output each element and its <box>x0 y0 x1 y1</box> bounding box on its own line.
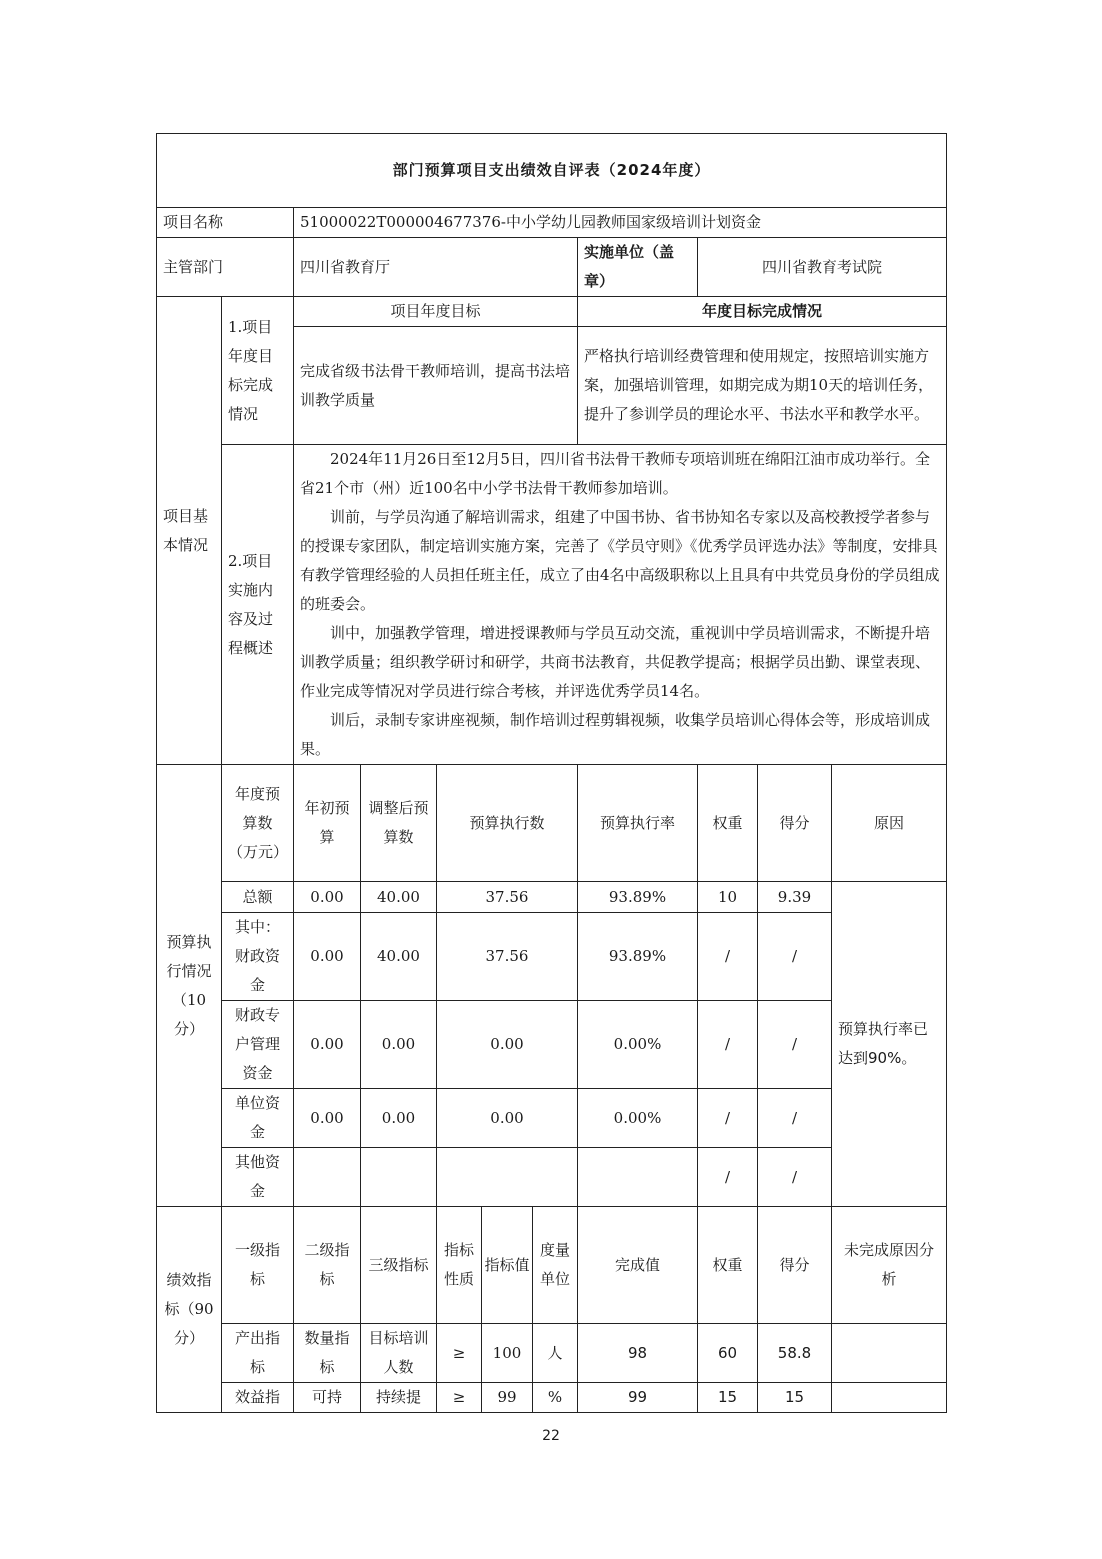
indicator-score: 15 <box>758 1383 832 1413</box>
budget-executed: 0.00 <box>437 1089 578 1148</box>
performance-row <box>157 1383 947 1413</box>
budget-adjusted: 0.00 <box>361 1001 437 1089</box>
indicator-level2: 可持 <box>294 1383 361 1413</box>
performance-header: 三级指标 <box>361 1207 437 1324</box>
budget-row <box>157 913 947 1001</box>
completion-header: 年度目标完成情况 <box>578 297 947 327</box>
budget-row <box>157 882 947 913</box>
budget-weight: / <box>698 1089 758 1148</box>
performance-header: 度量单位 <box>533 1207 578 1324</box>
budget-header: 调整后预算数 <box>361 765 437 882</box>
budget-row-label: 总额 <box>222 882 294 913</box>
budget-initial: 0.00 <box>294 913 361 1001</box>
performance-row <box>157 1324 947 1383</box>
completion-text: 严格执行培训经费管理和使用规定，按照培训实施方案，加强培训管理，如期完成为期10天的培训任务，提升了参训学员的理论水平、书法水平和教学水平。 <box>578 327 947 445</box>
indicator-nature: ≥ <box>437 1324 482 1383</box>
budget-row-label: 财政专户管理资金 <box>222 1001 294 1089</box>
budget-weight: 10 <box>698 882 758 913</box>
indicator-actual: 98 <box>578 1324 698 1383</box>
budget-section-label: 预算执行情况（10分） <box>157 765 222 1207</box>
budget-score: / <box>758 1089 832 1148</box>
budget-rate: 0.00% <box>578 1089 698 1148</box>
performance-header: 一级指标 <box>222 1207 294 1324</box>
budget-rate: 93.89% <box>578 913 698 1001</box>
budget-header: 年度预算数（万元） <box>222 765 294 882</box>
performance-evaluation-table <box>156 133 947 1413</box>
budget-header: 权重 <box>698 765 758 882</box>
budget-weight: / <box>698 1001 758 1089</box>
basic-section-label: 项目基本情况 <box>157 297 222 765</box>
performance-header: 指标值 <box>482 1207 533 1324</box>
impl-unit-label: 实施单位（盖章） <box>578 238 698 297</box>
performance-header: 未完成原因分析 <box>832 1207 947 1324</box>
indicator-target: 100 <box>482 1324 533 1383</box>
project-name-value: 51000022T000004677376-中小学幼儿园教师国家级培训计划资金 <box>294 208 947 238</box>
indicator-level1: 效益指 <box>222 1383 294 1413</box>
impl-unit-value: 四川省教育考试院 <box>698 238 947 297</box>
indicator-weight: 15 <box>698 1383 758 1413</box>
project-name-label: 项目名称 <box>157 208 294 238</box>
budget-score: / <box>758 1001 832 1089</box>
goal-text: 完成省级书法骨干教师培训，提高书法培训教学质量 <box>294 327 578 445</box>
page-number: 22 <box>542 1428 560 1444</box>
indicator-reason <box>832 1383 947 1413</box>
goal-header: 项目年度目标 <box>294 297 578 327</box>
budget-adjusted: 0.00 <box>361 1089 437 1148</box>
indicator-level2: 数量指标 <box>294 1324 361 1383</box>
budget-adjusted <box>361 1148 437 1207</box>
process-paragraph: 训前，与学员沟通了解培训需求，组建了中国书协、省书协知名专家以及高校教授学者参与的授课专家团队，制定培训实施方案，完善了《学员守则》《优秀学员评选办法》等制度，安排具有教学管理经验的人员担任班主任，成立了由4名中高级职称以上且具有中共党员身份的学员组成的班委会。 <box>300 508 940 613</box>
budget-executed <box>437 1148 578 1207</box>
budget-initial: 0.00 <box>294 1089 361 1148</box>
process-paragraph: 训中，加强教学管理，增进授课教师与学员互动交流，重视训中学员培训需求，不断提升培训教学质量；组织教学研讨和研学，共商书法教育，共促教学提高；根据学员出勤、课堂表现、作业完成等情况对学员进行综合考核，并评选优秀学员14名。 <box>300 624 931 700</box>
budget-score: / <box>758 1148 832 1207</box>
budget-row-label: 单位资金 <box>222 1089 294 1148</box>
indicator-actual: 99 <box>578 1383 698 1413</box>
budget-executed: 0.00 <box>437 1001 578 1089</box>
performance-header: 二级指标 <box>294 1207 361 1324</box>
budget-score: 9.39 <box>758 882 832 913</box>
indicator-nature: ≥ <box>437 1383 482 1413</box>
process-section-label: 2.项目实施内容及过程概述 <box>222 445 294 765</box>
budget-header: 年初预算 <box>294 765 361 882</box>
performance-header: 完成值 <box>578 1207 698 1324</box>
budget-header: 得分 <box>758 765 832 882</box>
budget-score: / <box>758 913 832 1001</box>
budget-reason: 预算执行率已达到90%。 <box>832 882 947 1207</box>
goal-section-label: 1.项目年度目标完成情况 <box>222 297 294 445</box>
budget-initial: 0.00 <box>294 1001 361 1089</box>
budget-weight: / <box>698 913 758 1001</box>
budget-header: 原因 <box>832 765 947 882</box>
indicator-unit: % <box>533 1383 578 1413</box>
budget-row <box>157 1001 947 1089</box>
budget-header: 预算执行率 <box>578 765 698 882</box>
budget-adjusted: 40.00 <box>361 882 437 913</box>
budget-adjusted: 40.00 <box>361 913 437 1001</box>
indicator-weight: 60 <box>698 1324 758 1383</box>
budget-row <box>157 1089 947 1148</box>
budget-executed: 37.56 <box>437 882 578 913</box>
budget-weight: / <box>698 1148 758 1207</box>
budget-executed: 37.56 <box>437 913 578 1001</box>
budget-row <box>157 1148 947 1207</box>
indicator-reason <box>832 1324 947 1383</box>
process-paragraph: 2024年11月26日至12月5日，四川省书法骨干教师专项培训班在绵阳江油市成功举行。全省21个市（州）近100名中小学书法骨干教师参加培训。 <box>300 450 930 497</box>
budget-header: 预算执行数 <box>437 765 578 882</box>
budget-rate: 0.00% <box>578 1001 698 1089</box>
indicator-level1: 产出指标 <box>222 1324 294 1383</box>
budget-rate: 93.89% <box>578 882 698 913</box>
budget-initial: 0.00 <box>294 882 361 913</box>
performance-header: 得分 <box>758 1207 832 1324</box>
budget-rate <box>578 1148 698 1207</box>
performance-section-label: 绩效指标（90分） <box>157 1207 222 1413</box>
indicator-level3: 持续提 <box>361 1383 437 1413</box>
dept-value: 四川省教育厅 <box>294 238 578 297</box>
performance-header: 指标性质 <box>437 1207 482 1324</box>
dept-label: 主管部门 <box>157 238 294 297</box>
indicator-level3: 目标培训人数 <box>361 1324 437 1383</box>
budget-row-label: 其他资金 <box>222 1148 294 1207</box>
budget-initial <box>294 1148 361 1207</box>
indicator-unit: 人 <box>533 1324 578 1383</box>
process-text <box>294 445 947 765</box>
page-title: 部门预算项目支出绩效自评表（2024年度） <box>157 134 947 208</box>
process-paragraph: 训后，录制专家讲座视频，制作培训过程剪辑视频，收集学员培训心得体会等，形成培训成果。 <box>300 711 931 758</box>
indicator-target: 99 <box>482 1383 533 1413</box>
indicator-score: 58.8 <box>758 1324 832 1383</box>
performance-header: 权重 <box>698 1207 758 1324</box>
budget-row-label: 其中：财政资金 <box>222 913 294 1001</box>
